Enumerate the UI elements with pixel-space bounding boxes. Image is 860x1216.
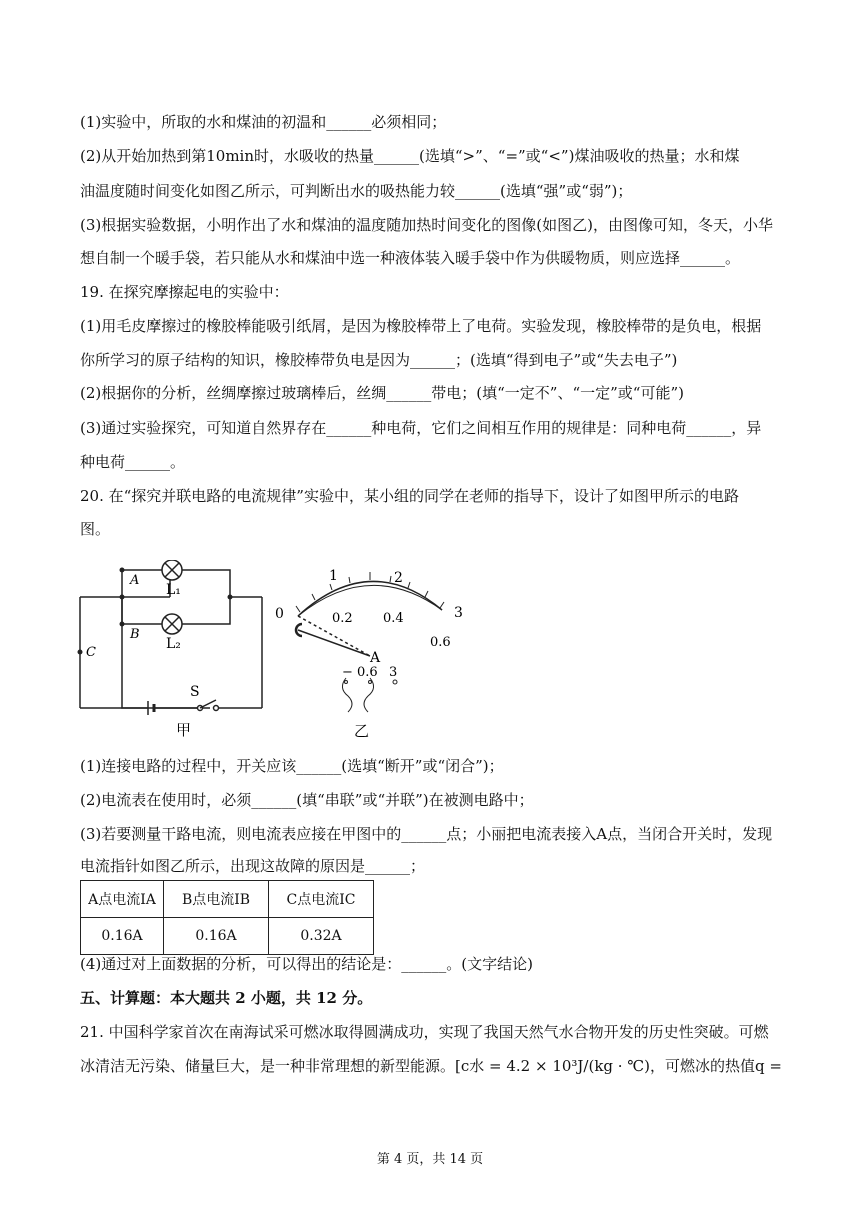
junction-dots [78, 568, 233, 655]
point-b-label: B [130, 627, 140, 642]
top-scale-0: 0 [275, 606, 284, 622]
figure-jia-caption: 甲 [176, 721, 192, 739]
circuit-figure [70, 560, 490, 749]
branch2-left [122, 597, 162, 624]
ammeter-dial [298, 581, 442, 616]
text-line: (2)电流表在使用时，必须______(填“串联”或“并联”)在被测电路中； [80, 791, 534, 809]
bottom-scale-0-2: 0.2 [332, 611, 353, 626]
point-c-label: C [86, 645, 96, 660]
top-scale-2: 2 [394, 570, 403, 586]
text-line: 19. 在探究摩擦起电的实验中： [80, 283, 289, 301]
text-line: (1)用毛皮摩擦过的橡胶棒能吸引纸屑，是因为橡胶棒带上了电荷。实验发现，橡胶棒带的是负电，根据 [80, 317, 762, 335]
text-line: 想自制一个暖手袋，若只能从水和煤油中选一种液体装入暖手袋中作为供暖物质，则应选择______。 [80, 249, 741, 267]
top-scale-3: 3 [454, 605, 463, 621]
current-data-table [80, 880, 374, 955]
bottom-scale-0-6: 0.6 [430, 635, 451, 650]
text-line: (1)实验中，所取的水和煤油的初温和______必须相同； [80, 113, 447, 131]
figure-yi-caption: 乙 [354, 722, 370, 740]
terminal-3: 3 [389, 665, 398, 680]
table-row [81, 918, 374, 955]
terminal-negative: − [342, 665, 353, 680]
switch-icon [198, 700, 219, 711]
point-a-label: A [130, 573, 140, 588]
table-header-cell: C点电流IC [269, 881, 374, 918]
branch-right [182, 570, 230, 624]
meter-wires [342, 678, 397, 712]
text-line: (2)从开始加热到第10min时，水吸收的热量______(选填“>”、“=”或“<”)煤油吸收的热量；水和煤 [80, 147, 740, 165]
text-line: (4)通过对上面数据的分析，可以得出的结论是：______。(文字结论) [80, 955, 533, 973]
text-line: (3)若要测量干路电流，则电流表应接在甲图中的______点；小丽把电流表接入A点，当闭合开关时，发现 [80, 825, 773, 843]
text-line: 图。 [80, 520, 111, 538]
text-line: (3)通过实验探究，可知道自然界存在______种电荷，它们之间相互作用的规律是：同种电荷______，异 [80, 419, 762, 437]
ammeter-letter: A [370, 650, 381, 666]
lamp-l1-label: L₁ [166, 582, 181, 598]
lamp-l1-icon [162, 560, 182, 580]
table-header-cell: A点电流IA [81, 881, 164, 918]
text-line: 油温度随时间变化如图乙所示，可判断出水的吸热能力较______(选填“强”或“弱”)； [80, 182, 633, 200]
text-line: (3)根据实验数据，小明作出了水和煤油的温度随加热时间变化的图像(如图乙)，由图像可知，冬天，小华 [80, 216, 773, 234]
text-line: (2)根据你的分析，丝绸摩擦过玻璃棒后，丝绸______带电；(填“一定不”、“一定”或“可能”) [80, 384, 684, 402]
text-line: 你所学习的原子结构的知识，橡胶棒带负电是因为______；(选填“得到电子”或“失去电子”) [80, 351, 678, 369]
lamp-l2-icon [162, 614, 182, 634]
bottom-scale-0-4: 0.4 [383, 611, 404, 626]
text-line: 种电荷______。 [80, 453, 186, 471]
terminal-0-6: 0.6 [357, 665, 378, 680]
table-cell: 0.16A [164, 918, 269, 955]
section-heading: 五、计算题：本大题共 2 小题，共 12 分。 [80, 989, 373, 1007]
table-cell: 0.32A [269, 918, 374, 955]
text-line: 冰清洁无污染、储量巨大，是一种非常理想的新型能源。[c水 = 4.2 × 10³J/(kg · ℃)，可燃冰的热值q = [80, 1057, 782, 1075]
switch-label: S [190, 684, 200, 700]
text-line: (1)连接电路的过程中，开关应该______(选填“断开”或“闭合”)； [80, 757, 504, 775]
text-line: 20. 在“探究并联电路的电流规律”实验中，某小组的同学在老师的指导下，设计了如图甲所示的电路 [80, 487, 739, 505]
text-line: 21. 中国科学家首次在南海试采可燃冰取得圆满成功，实现了我国天然气水合物开发的历史性突破。可燃 [80, 1023, 769, 1041]
dial-arc [298, 581, 442, 616]
dial-ticks [296, 572, 444, 612]
branch1-left [122, 570, 162, 597]
table-header-cell: B点电流IB [164, 881, 269, 918]
page-footer: 第 4 页，共 14 页 [376, 1152, 484, 1167]
figure-svg [70, 560, 490, 745]
table-cell: 0.16A [81, 918, 164, 955]
lamp-l2-label: L₂ [166, 636, 181, 652]
table-header-row [81, 881, 374, 918]
top-scale-1: 1 [329, 568, 338, 584]
text-line: 电流指针如图乙所示，出现这故障的原因是______； [80, 857, 426, 875]
